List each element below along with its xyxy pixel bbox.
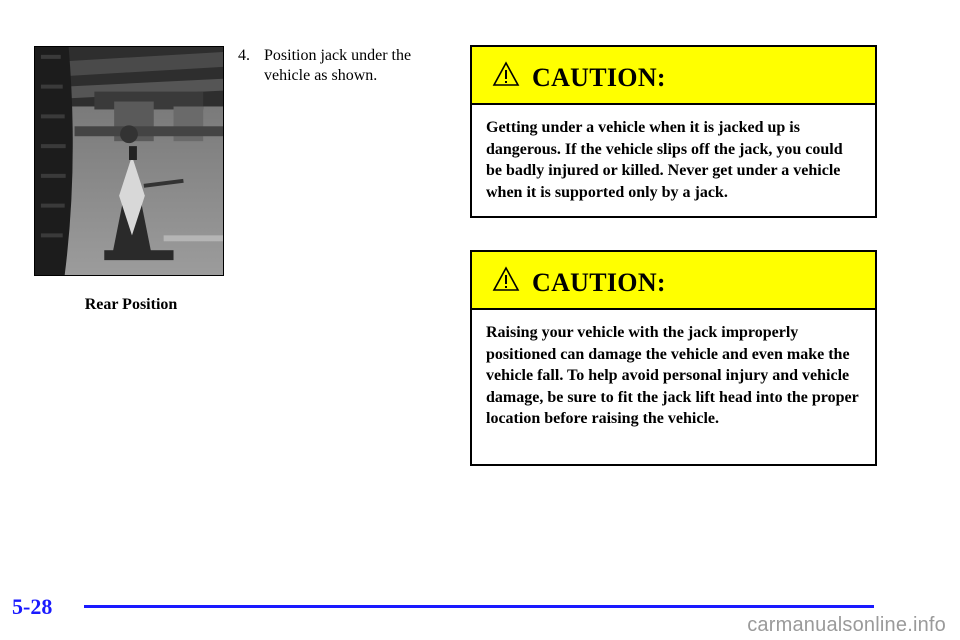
caution-box-1	[470, 45, 877, 218]
caution-title: CAUTION:	[532, 268, 666, 297]
page-number: 5-28	[12, 594, 53, 619]
jack-under-vehicle-image	[35, 47, 223, 275]
caution-header	[472, 252, 875, 310]
footer-rule	[84, 605, 874, 608]
step-text: Position jack under the vehicle as shown.	[264, 47, 412, 84]
figure-caption: Rear Position	[84, 296, 178, 313]
caution-title: CAUTION:	[532, 63, 666, 92]
caution-text: Getting under a vehicle when it is jacked up is dangerous. If the vehicle slips off the jack, you could be badly injured or killed. Never get under a vehicle when it is supported only by a jack.	[486, 119, 843, 201]
jack-photo	[34, 46, 224, 276]
caution-text: Raising your vehicle with the jack improperly positioned can damage the vehicle and even make the vehicle fall. To help avoid personal injury and vehicle damage, be sure to fit the jack lift head into the proper location before raising the vehicle.	[486, 324, 859, 427]
watermark: carmanualsonline.info	[747, 614, 946, 636]
warning-triangle-icon	[492, 266, 520, 292]
caution-header	[472, 47, 875, 105]
caution-box-2	[470, 250, 877, 466]
step-number: 4.	[238, 47, 250, 64]
warning-triangle-icon	[492, 61, 520, 87]
